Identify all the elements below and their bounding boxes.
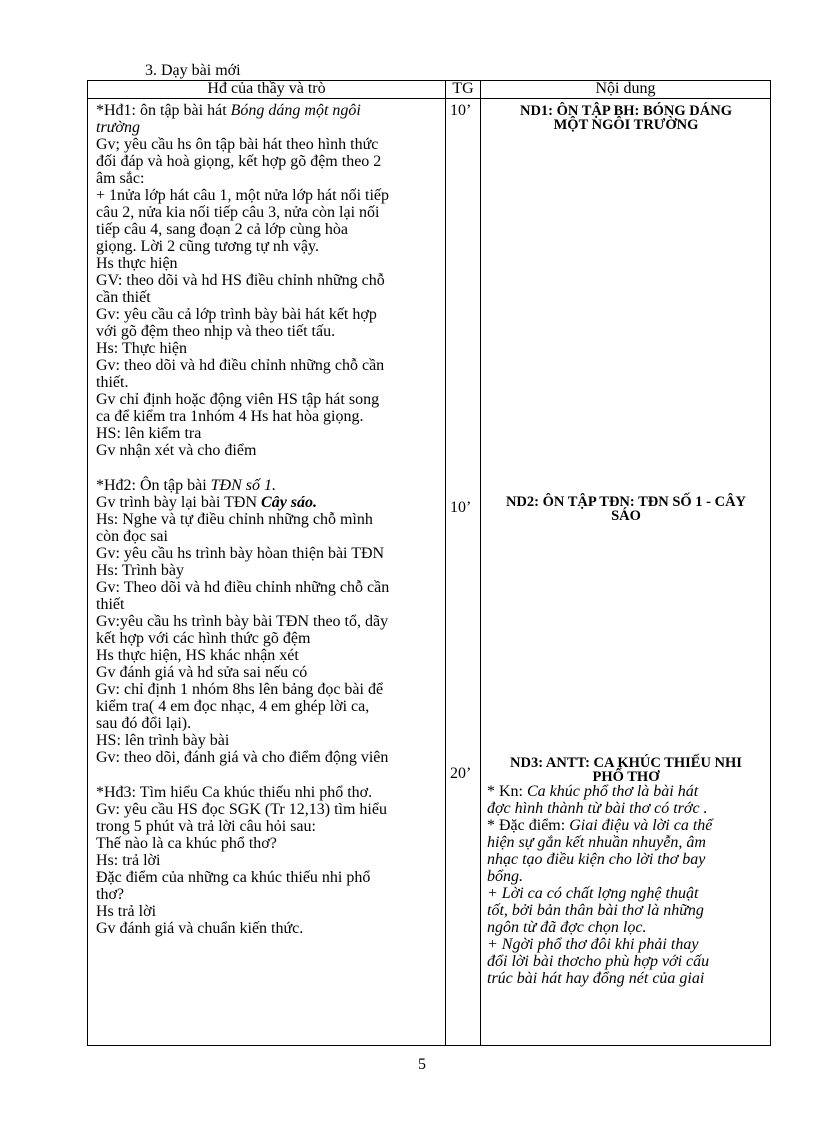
text-line: GV: theo dõi và hd HS điều chỉnh những chỗ [96,272,385,289]
header-content: Nội dung [481,81,771,99]
text-line: Hs thực hiện, HS khác nhận xét [96,647,299,664]
hd1-song-title: Bóng dáng một ngôi [230,102,361,119]
hd1-song-title-cont [96,119,140,136]
text-line: Gv: theo dõi và hd điều chỉnh những chỗ cần [96,357,385,374]
nd3-dd-text: Giai điệu và lời ca thể [569,817,713,834]
text-line: Gv; yêu cầu hs ôn tập bài hát theo hình thức [96,136,379,153]
section-heading: 3. Dạy bài mới [145,62,241,79]
text-line: thiết [96,596,125,613]
time-nd3: 20’ [450,765,472,782]
text-line: đối đáp và hoà giọng, kết hợp gõ đệm theo 2 [96,153,382,170]
time-cell [446,99,481,1046]
nd3-dd-line [487,834,706,851]
text-line: Gv đánh giá và chuẩn kiến thức. [96,920,304,937]
nd3-dd-line [487,868,523,885]
hd2-title: TĐN số 1. [210,477,277,494]
table-header-row [88,81,771,99]
text-line: + 1nửa lớp hát câu 1, một nửa lớp hát nối tiếp [96,187,390,204]
nd3-point-2-text: + Ngời phổ thơ đôi khi phải thay [487,936,699,953]
nd3-point-2-text: đổi lời bài thơcho phù hợp với cấu [487,953,710,970]
text-line: Đặc điểm của những ca khúc thiếu nhi phổ [96,869,371,886]
hd1-song-title-cont-text: trường [96,119,140,136]
nd3-dd-line [487,851,705,868]
nd3-dd-line-1 [487,817,712,834]
text-line: Gv: theo dõi, đánh giá và cho điểm động viên [96,749,389,766]
text-line: Gv: chỉ định 1 nhóm 8hs lên bảng đọc bài để [96,681,384,698]
nd3-point-2-text: trúc bài hát hay đổng nét của giai [487,970,705,987]
nd3-kn-label: * Kn: [487,783,527,800]
content-cell [481,99,771,1046]
nd3-point-2-line [487,953,709,970]
text-line: Gv: yêu cầu HS đọc SGK (Tr 12,13) tìm hiểu [96,801,387,818]
nd3-dd-text-line: hiện sự gắn kết nhuần nhuyễn, âm [487,834,706,851]
nd3-dd-text-line: nhạc tạo điều kiện cho lời thơ bay [487,851,706,868]
nd3-point-2-line [487,970,704,987]
header-time: TG [446,81,481,99]
text-line: thiết. [96,374,129,391]
text-line: sau đó đổi lại). [96,715,192,732]
nd3-kn-line-1 [487,783,698,800]
text-line: còn đọc sai [96,528,168,545]
hd2-line-1 [96,494,317,511]
text-line: Hs thực hiện [96,255,178,272]
nd2-title-line-1: ND2: ÔN TẬP TĐN: TĐN SỐ 1 - CÂY [505,494,747,510]
text-line: Hs trả lời [96,903,157,920]
text-line: kết hợp với các hình thức gõ đệm [96,630,311,647]
hd3-heading: *Hđ3: Tìm hiểu Ca khúc thiếu nhi phổ thơ. [96,784,373,801]
text-line: giọng. Lời 2 cũng tương tự nh vậy. [96,238,319,255]
text-line: HS: lên trình bày bài [96,732,230,749]
lesson-plan-table [87,80,771,1046]
hd2-heading [96,477,276,494]
text-line: kiểm tra( 4 em đọc nhạc, 4 em ghép lời ca, [96,698,370,715]
nd3-kn-text: Ca khúc phổ thơ là bài hát [527,783,699,800]
text-line: Gv chỉ định hoặc động viên HS tập hát song [96,391,380,408]
nd1-title-line-1: ND1: ÔN TẬP BH: BÓNG DÁNG [519,103,732,119]
text-line: Gv đánh giá và hd sửa sai nếu có [96,664,308,681]
nd3-title-line-2: PHỔ THƠ [592,769,660,785]
time-nd1: 10’ [450,102,472,119]
text-line: Hs: Nghe và tự điều chỉnh những chỗ mình [96,511,373,528]
text-line: Gv: yêu cầu hs trình bày hòan thiện bài TĐN [96,545,385,562]
nd3-point-1-line [487,885,698,902]
text-line: âm sắc: [96,170,145,187]
text-line: cần thiết [96,289,151,306]
nd3-point-1-text: ngôn từ đã đợc chọn lọc. [487,919,647,936]
nd3-dd-label: * Đặc điểm: [487,817,570,834]
nd2-title-line-2: SÁO [611,508,641,524]
text-line: trong 5 phút và trả lời câu hỏi sau: [96,818,316,835]
text-line: với gõ đệm theo nhịp và theo tiết tấu. [96,323,336,340]
text-line: Gv:yêu cầu hs trình bày bài TĐN theo tổ, dãy [96,613,389,630]
nd3-kn-text-2: đợc hình thành từ bài thơ có trớc . [487,800,708,817]
nd3-kn-line-2 [487,800,708,817]
nd1-title-line-2: MỘT NGÔI TRƯỜNG [553,117,699,133]
table-body-row [88,99,771,1046]
text-line: câu 2, nửa kia nối tiếp câu 3, nửa còn lại nối [96,204,380,221]
text-line: Hs: Trình bày [96,562,185,579]
text-line: Hs: Thực hiện [96,340,188,357]
page-number: 5 [418,1056,426,1073]
text-line: Gv: yêu cầu cả lớp trình bày bài hát kết hợp [96,306,377,323]
hd1-prefix: *Hđ1: ôn tập bài hát [96,102,231,119]
hd1-heading [96,102,361,119]
text-line: Gv: Theo dõi và hd điều chỉnh những chỗ cần [96,579,390,596]
text-line: Hs: trả lời [96,852,161,869]
text-line: Thế nào là ca khúc phổ thơ? [96,835,277,852]
text-line: ca để kiểm tra 1nhóm 4 Hs hat hòa giọng. [96,408,364,425]
nd3-point-1-line [487,902,704,919]
time-nd2: 10’ [450,499,472,516]
nd3-dd-text-line: bổng. [487,868,523,885]
text-line: HS: lên kiểm tra [96,425,202,442]
activities-cell [88,99,446,1046]
nd3-point-1-text: + Lời ca có chất lợng nghệ thuật [487,885,699,902]
text-line: Gv nhận xét và cho điểm [96,442,257,459]
nd3-title-line-1: ND3: ANTT: CA KHÚC THIẾU NHI [510,755,742,771]
nd3-point-1-text: tốt, bởi bản thân bài thơ là những [487,902,704,919]
nd3-point-1-line [487,919,646,936]
header-activities: Hđ của thầy và trò [88,81,446,99]
hd2-prefix: *Hđ2: Ôn tập bài [96,477,211,494]
hd2-line-1-prefix: Gv trình bày lại bài TĐN [96,494,262,511]
nd3-point-2-line [487,936,698,953]
hd2-song-title: Cây sáo. [261,494,318,511]
text-line: tiếp câu 4, sang đoạn 2 cả lớp cùng hòa [96,221,348,238]
text-line: thơ? [96,886,125,903]
